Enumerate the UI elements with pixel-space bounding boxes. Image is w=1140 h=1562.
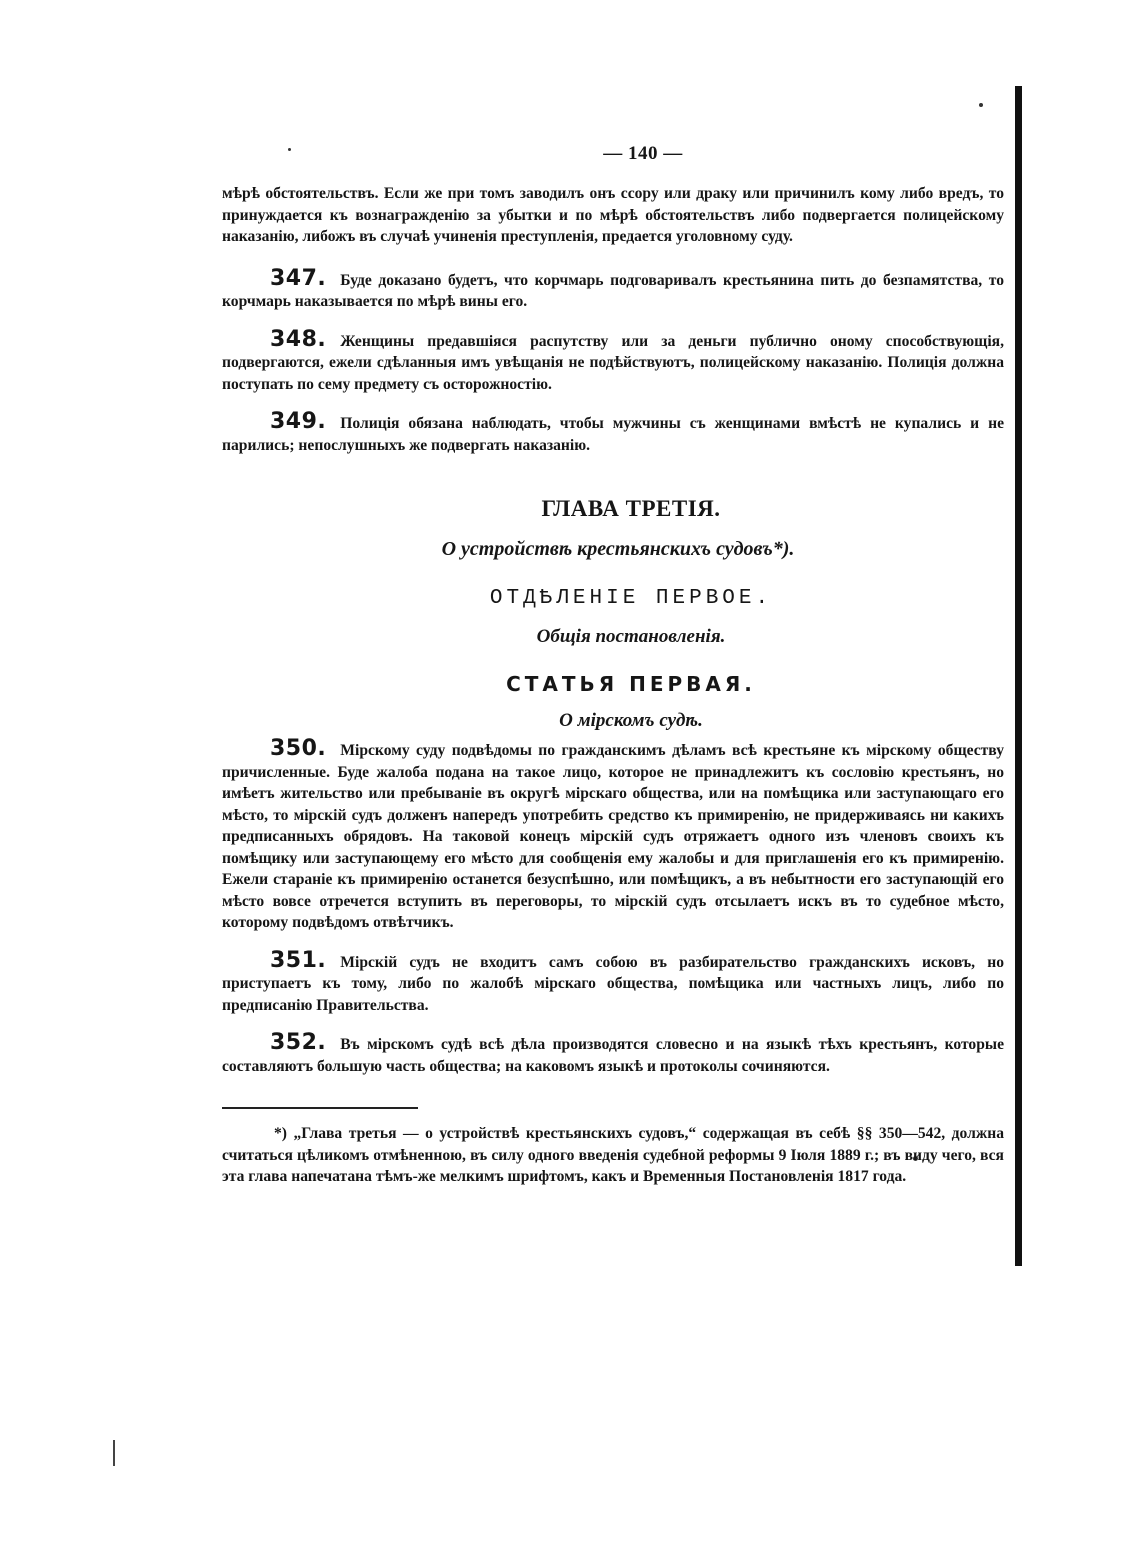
section-subtitle: Общія постановленія.	[536, 626, 726, 647]
article-351	[222, 947, 1004, 1017]
chapter-title: ГЛАВА ТРЕТІЯ.	[541, 496, 721, 521]
article-349	[222, 411, 1004, 456]
article-text: Буде доказано будетъ, что корчмарь подговаривалъ крестьянина пить до безпамятства, то корчмарь наказывается по мѣрѣ вины его.	[222, 271, 1004, 310]
article-text: Женщины предавшіяся распутству или за деньги публично оному способствующія, подвергаются, ежели сдѣланныя имъ увѣщанія не подѣйствуютъ, полицейскому наказанію. Полиція должна поступать по сему предмету съ осторожностію.	[222, 332, 1004, 393]
article-text: Въ мірскомъ судѣ всѣ дѣла производятся словесно и на языкѣ тѣхъ крестьянъ, которые составляютъ большую часть общества; на каковомъ языкѣ и протоколы сочиняются.	[222, 1036, 1004, 1075]
article-text: Мірскій судъ не входитъ самъ собою въ разбирательство гражданскихъ исковъ, но приступаетъ къ тому, либо по жалобѣ мірскаго общества, помѣщика или частныхъ лицъ, либо по предписанію Правительства.	[222, 953, 1004, 1014]
article-347	[222, 265, 1004, 313]
article-text: Мірскому суду подвѣдомы по гражданскимъ дѣламъ всѣ крестьяне къ мірскому обществу причисленные. Буде жалоба подана на такое лицо, которое не принадлежитъ къ сословію крестьянъ, но имѣетъ жительство или пребываніе въ округѣ мірскаго общества, или на помѣщика или заступающаго его мѣсто, то мірскій судъ долженъ напередъ употребить средство къ примиренію, не придерживаясь ни какихъ предписанныхъ обрядовъ. На таковой конецъ мірскій судъ отряжаетъ одного изъ членовъ своихъ къ помѣщику или заступающему его мѣсто для сообщенія ему жалобы и для приглашенія его къ примиренію. Ежели стараніе къ примиренію останется безуспѣшно, или помѣщикъ, а въ небытности его заступающій его мѣсто вовсе отречется вступить въ переговоры, то мірскій судъ отсылаетъ искъ въ то судебное мѣсто, которому подвѣдомъ отвѣтчикъ.	[222, 742, 1004, 931]
scan-margin-mark	[113, 1440, 115, 1466]
article-text: Полиція обязана наблюдать, чтобы мужчины съ женщинами вмѣстѣ не купались и не парились; непослушныхъ же подвергать наказанію.	[222, 415, 1004, 454]
article-350	[222, 738, 1004, 934]
page-number: — 140 —	[603, 143, 683, 164]
section-title: ОТДѢЛЕНІЕ ПЕРВОЕ.	[489, 587, 773, 610]
article-number: 350.	[270, 736, 327, 761]
continued-paragraph: мѣрѣ обстоятельствъ. Если же при томъ заводилъ онъ ссору или драку или причинилъ кому либо вредъ, то принуждается къ вознагражденію за убытки и по мѣрѣ обстоятельствъ либо подвергается полицейскому наказанію, либожъ въ случаѣ учиненія преступленія, предается уголовному суду.	[222, 185, 1004, 245]
article-heading-subtitle: О мірскомъ судѣ.	[559, 710, 703, 731]
article-number: 352.	[270, 1030, 327, 1055]
article-number: 347.	[270, 265, 327, 291]
footnote: *) „Глава третья — о устройствѣ крестьянскихъ судовъ,“ содержащая въ себѣ §§ 350—542, должна считаться цѣликомъ отмѣненною, въ силу одного введенія судебной реформы 9 Іюля 1889 г.; въ виду чего, вся эта глава напечатана тѣмъ-же мелкимъ шрифтомъ, какъ и Временныя Постановленія 1817 года.	[222, 1125, 1004, 1185]
document-page	[222, 143, 1004, 1188]
article-number: 351.	[270, 947, 327, 973]
scan-speck	[979, 103, 983, 107]
footnote-divider	[222, 1107, 418, 1109]
article-352	[222, 1032, 1004, 1077]
article-number: 348.	[270, 326, 327, 352]
article-number: 349.	[270, 409, 327, 434]
page-edge-rule	[1015, 86, 1022, 1266]
article-heading-title: СТАТЬЯ ПЕРВАЯ.	[506, 672, 756, 696]
article-348	[222, 326, 1004, 396]
chapter-subtitle: О устройствѣ крестьянскихъ судовъ*).	[441, 538, 795, 560]
